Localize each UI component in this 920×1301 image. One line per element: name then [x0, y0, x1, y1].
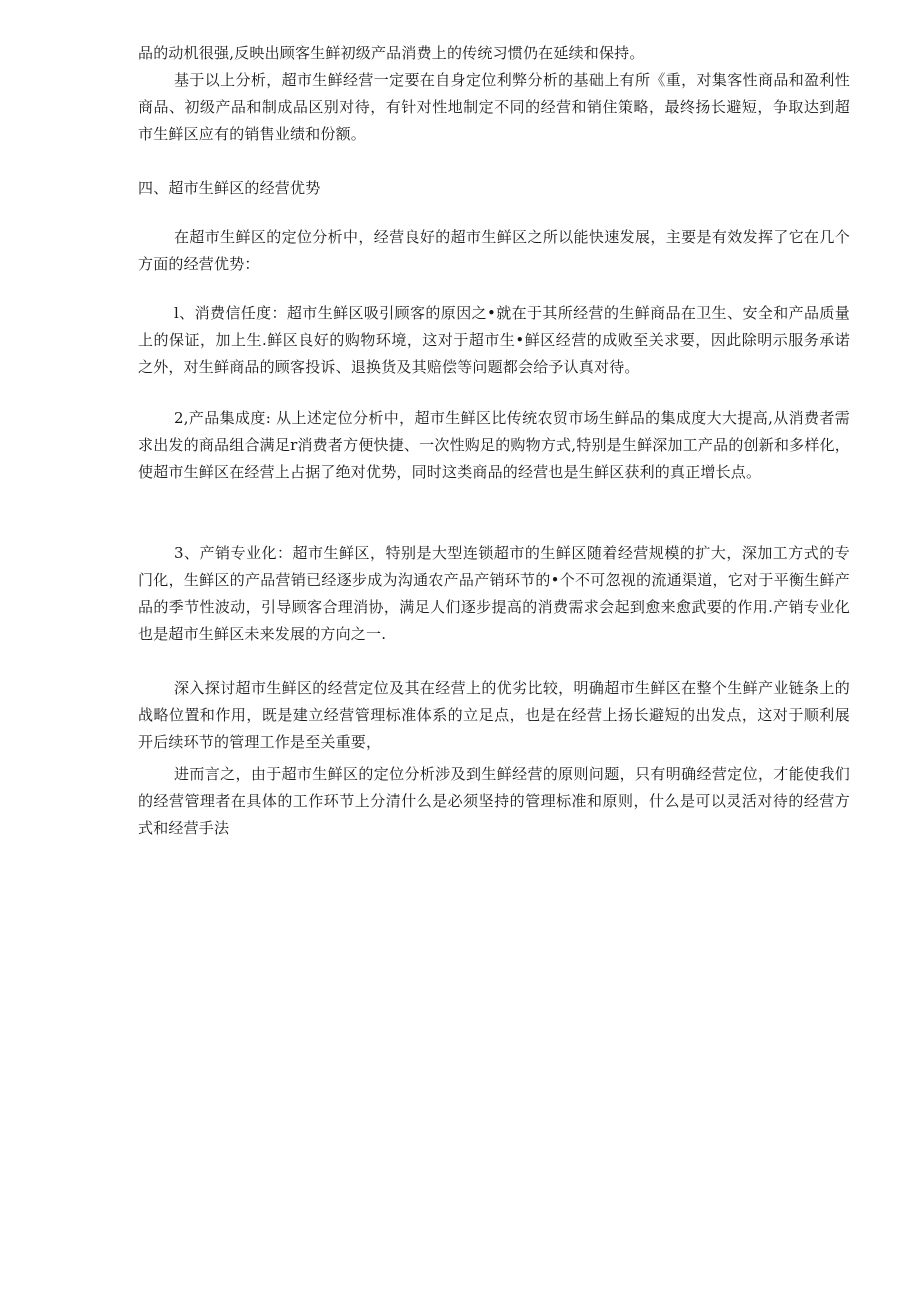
paragraph-point-2: 2,产品集成度: 从上述定位分析中，超市生鲜区比传统农贸市场生鲜品的集成度大大提高,从消费者需求出发的商品组合满足r消费者方便快捷、一次性购足的购物方式,特别是生鲜深加工产品的创新和多样化，使超市生鲜区在经营上占据了绝对优势，同时这类商品的经营也是生鲜区获利的真正增长点。	[138, 409, 850, 481]
paragraph-continuation: 品的动机很强,反映出顾客生鲜初级产品消费上的传统习惯仍在延续和保持。	[138, 44, 645, 62]
paragraph-intro: 在超市生鲜区的定位分析中，经营良好的超市生鲜区之所以能快速发展，主要是有效发挥了它在几个方面的经营优势：	[138, 228, 850, 273]
paragraph-point-1: l、消费信任度：超市生鲜区吸引顾客的原因之•就在于其所经营的生鲜商品在卫生、安全和产品质量上的保证，加上生.鲜区良好的购物环境，这对于超市生•鲜区经营的成败至关求要，因此除明示服务承诺之外，对生鲜商品的顾客投诉、退换货及其赔偿等问题都会给予认真对待。	[138, 304, 850, 376]
paragraph-point-3: 3、产销专业化：超市生鲜区，特别是大型连锁超市的生鲜区随着经营规模的扩大，深加工方式的专门化，生鲜区的产品营销已经逐步成为沟通农产品产销环节的•个不可忽视的流通渠道，它对于平衡生鲜产品的季节性波动，引导顾客合理消协，满足人们逐步提高的消费需求会起到愈来愈武要的作用.产销专业化也是超市生鲜区未来发展的方向之一.	[138, 544, 850, 643]
section-heading: 四、超市生鲜区的经营优势	[138, 179, 321, 197]
paragraph-closing: 进而言之，由于超市生鲜区的定位分析涉及到生鲜经营的原则问题，只有明确经营定位，才能使我们的经营管理者在具体的工作环节上分清什么是必须坚持的管理标准和原则，什么是可以灵活对待的经营方式和经营手法	[138, 765, 850, 837]
paragraph-analysis-conclusion: 基于以上分析，超市生鲜经营一定要在自身定位利弊分析的基础上有所《重，对集客性商品和盈利性商品、初级产品和制成品区别对待，有针对性地制定不同的经营和销住策略，最终扬长避短，争取达到超市生鲜区应有的销售业绩和份额。	[138, 71, 850, 143]
paragraph-summary: 深入探讨超市生鲜区的经营定位及其在经营上的优劣比较，明确超市生鲜区在整个生鲜产业链条上的战略位置和作用，既是建立经营管理标准体系的立足点，也是在经营上扬长避短的出发点，这对于顺利展开后续环节的管理工作是至关重要，	[138, 679, 850, 751]
